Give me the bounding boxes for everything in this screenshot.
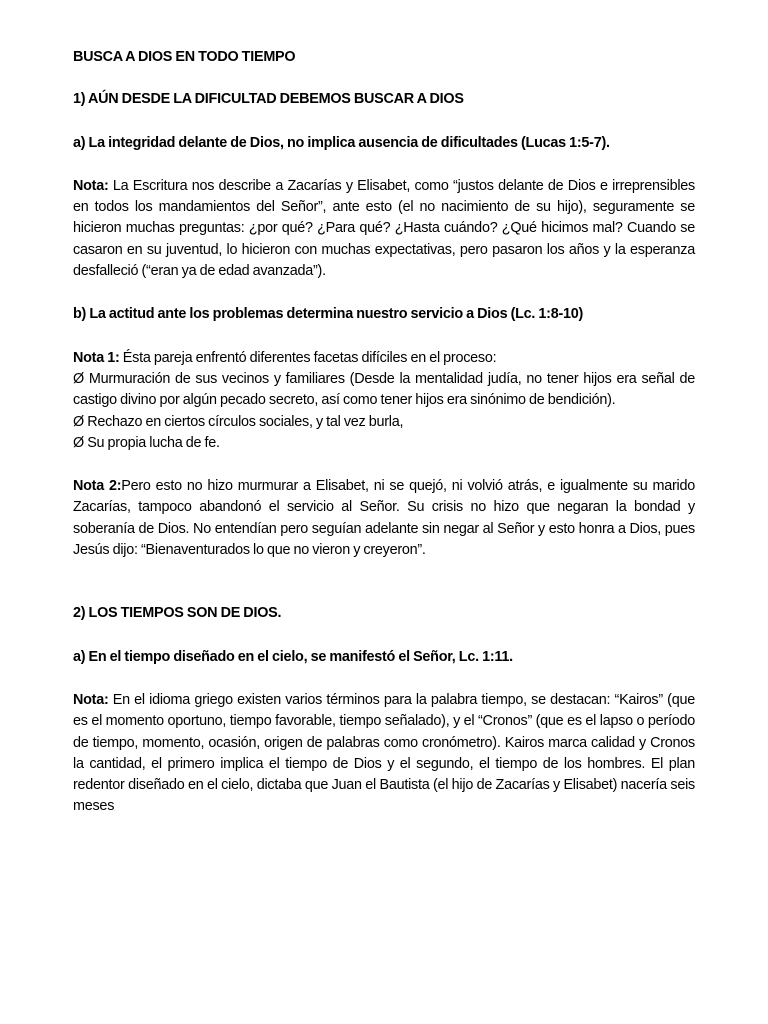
note2-text: Pero esto no hizo murmurar a Elisabet, ni se quejó, ni volvió atrás, e igualmente su marido Zacarías, tampoco abandonó el servicio al Señor. Su crisis no hizo que negaran la bondad y soberanía de Dios. No entendían pero seguían adelante sin negar al Señor y esto honra a Dios, pues Jesús dijo: “Bienaventurados lo que no vieron y creyeron”. [73, 478, 695, 559]
section2-heading: 2) LOS TIEMPOS SON DE DIOS. [73, 605, 282, 622]
note-label: Nota: [73, 691, 109, 708]
bullet-item-1 [73, 369, 695, 412]
bullet-symbol: Ø [73, 413, 84, 430]
bullet-symbol: Ø [73, 370, 84, 387]
section1-a-heading: a) La integridad delante de Dios, no implica ausencia de dificultades (Lucas 1:5-7). [73, 134, 610, 151]
note2-label: Nota 2: [73, 478, 122, 495]
bullet-item-3 [73, 433, 695, 454]
section2-a-heading: a) En el tiempo diseñado en el cielo, se manifestó el Señor, Lc. 1:11. [73, 648, 513, 665]
bullet-text: Rechazo en ciertos círculos sociales, y tal vez burla, [87, 413, 404, 430]
bullet-symbol: Ø [73, 434, 84, 451]
note1-label: Nota 1: [73, 349, 120, 366]
section1-a-note [73, 176, 695, 282]
bullet-text: Su propia lucha de fe. [87, 434, 220, 451]
note1-text: Ésta pareja enfrentó diferentes facetas difíciles en el proceso: [119, 349, 497, 366]
document-title: BUSCA A DIOS EN TODO TIEMPO [73, 49, 296, 65]
bullet-item-2 [73, 412, 695, 433]
section1-b-note1 [73, 348, 695, 369]
section2-a-note [73, 690, 695, 818]
note-text: La Escritura nos describe a Zacarías y Elisabet, como “justos delante de Dios e irreprensibles en todos los mandamientos del Señor”, ante esto (el no nacimiento de su hijo), seguramente se hicieron muchas preguntas: ¿por qué? ¿Para qué? ¿Hasta cuándo? ¿Qué hicimos mal? Cuando se casaron en su juventud, lo hicieron con muchas expectativas, pero pasaron los años y la esperanza desfalleció (“eran ya de edad avanzada”). [73, 177, 695, 280]
section1-b-heading: b) La actitud ante los problemas determina nuestro servicio a Dios (Lc. 1:8-10) [73, 306, 584, 323]
bullet-text: Murmuración de sus vecinos y familiares (Desde la mentalidad judía, no tener hijos era señal de castigo divino por algún pecado secreto, así como tener hijos era sinónimo de bendición). [73, 370, 696, 409]
note-label: Nota: [73, 177, 109, 194]
section1-b-note2 [73, 476, 695, 561]
section1-heading: 1) AÚN DESDE LA DIFICULTAD DEBEMOS BUSCAR A DIOS [73, 91, 464, 108]
note-text: En el idioma griego existen varios términos para la palabra tiempo, se destacan: “Kairos” (que es el momento oportuno, tiempo favorable, tiempo señalado), y el “Cronos” (que es el lapso o período de tiempo, momento, ocasión, origen de palabras como cronómetro). Kairos marca calidad y Cronos la cantidad, el primero implica el tiempo de Dios y el segundo, el tiempo de los hombres. El plan redentor diseñado en el cielo, dictaba que Juan el Bautista (el hijo de Zacarías y Elisabet) nacería seis meses [73, 691, 695, 815]
